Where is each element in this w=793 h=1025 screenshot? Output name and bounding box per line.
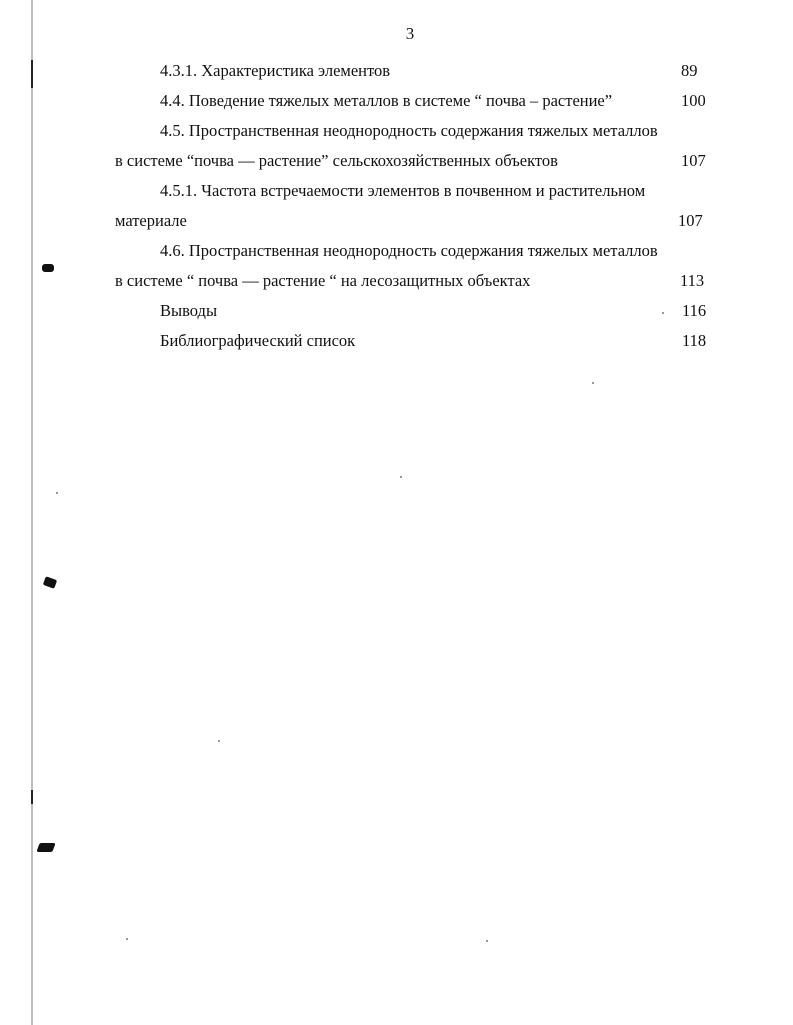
- toc-entry-page: 113: [680, 271, 705, 290]
- toc-entry-text: 4.5. Пространственная неоднородность содержания тяжелых металлов: [160, 121, 658, 140]
- scan-edge-mark: [31, 60, 33, 88]
- toc-entry-page: 107: [681, 151, 706, 170]
- scan-edge-mark: [31, 790, 33, 804]
- toc-entry-text: Библиографический список: [160, 331, 356, 350]
- scan-speck: [400, 476, 402, 478]
- toc-entry-page: 89: [681, 61, 698, 80]
- toc-entry-text: материале: [115, 211, 187, 230]
- scan-speck: [662, 312, 664, 314]
- scan-speck: [56, 492, 58, 494]
- scan-edge-line: [31, 0, 33, 1025]
- toc-entry-page: 100: [681, 91, 706, 110]
- toc-entry-text: в системе “почва — растение” сельскохозяйственных объектов: [115, 151, 558, 170]
- toc-entry-page: 107: [678, 211, 703, 230]
- toc-entry-text: 4.5.1. Частота встречаемости элементов в почвенном и растительном: [160, 181, 646, 200]
- scan-blot: [42, 264, 54, 272]
- scan-speck: [218, 740, 220, 742]
- toc-entry-page: 116: [682, 301, 707, 320]
- scan-blot: [43, 576, 57, 589]
- page-number: 3: [405, 24, 415, 43]
- toc-entry-text: в системе “ почва — растение “ на лесозащитных объектах: [115, 271, 531, 290]
- toc-entry-text: Выводы: [160, 301, 218, 320]
- scan-blot: [36, 843, 55, 852]
- scan-speck: [592, 382, 594, 384]
- scan-speck: [126, 938, 128, 940]
- toc-entry-page: 118: [682, 331, 707, 350]
- toc-entry-text: 4.3.1. Характеристика элементов: [160, 61, 391, 80]
- scan-speck: [486, 940, 488, 942]
- toc-entry-text: 4.6. Пространственная неоднородность содержания тяжелых металлов: [160, 241, 658, 260]
- toc-entry-text: 4.4. Поведение тяжелых металлов в системе “ почва – растение”: [160, 91, 613, 110]
